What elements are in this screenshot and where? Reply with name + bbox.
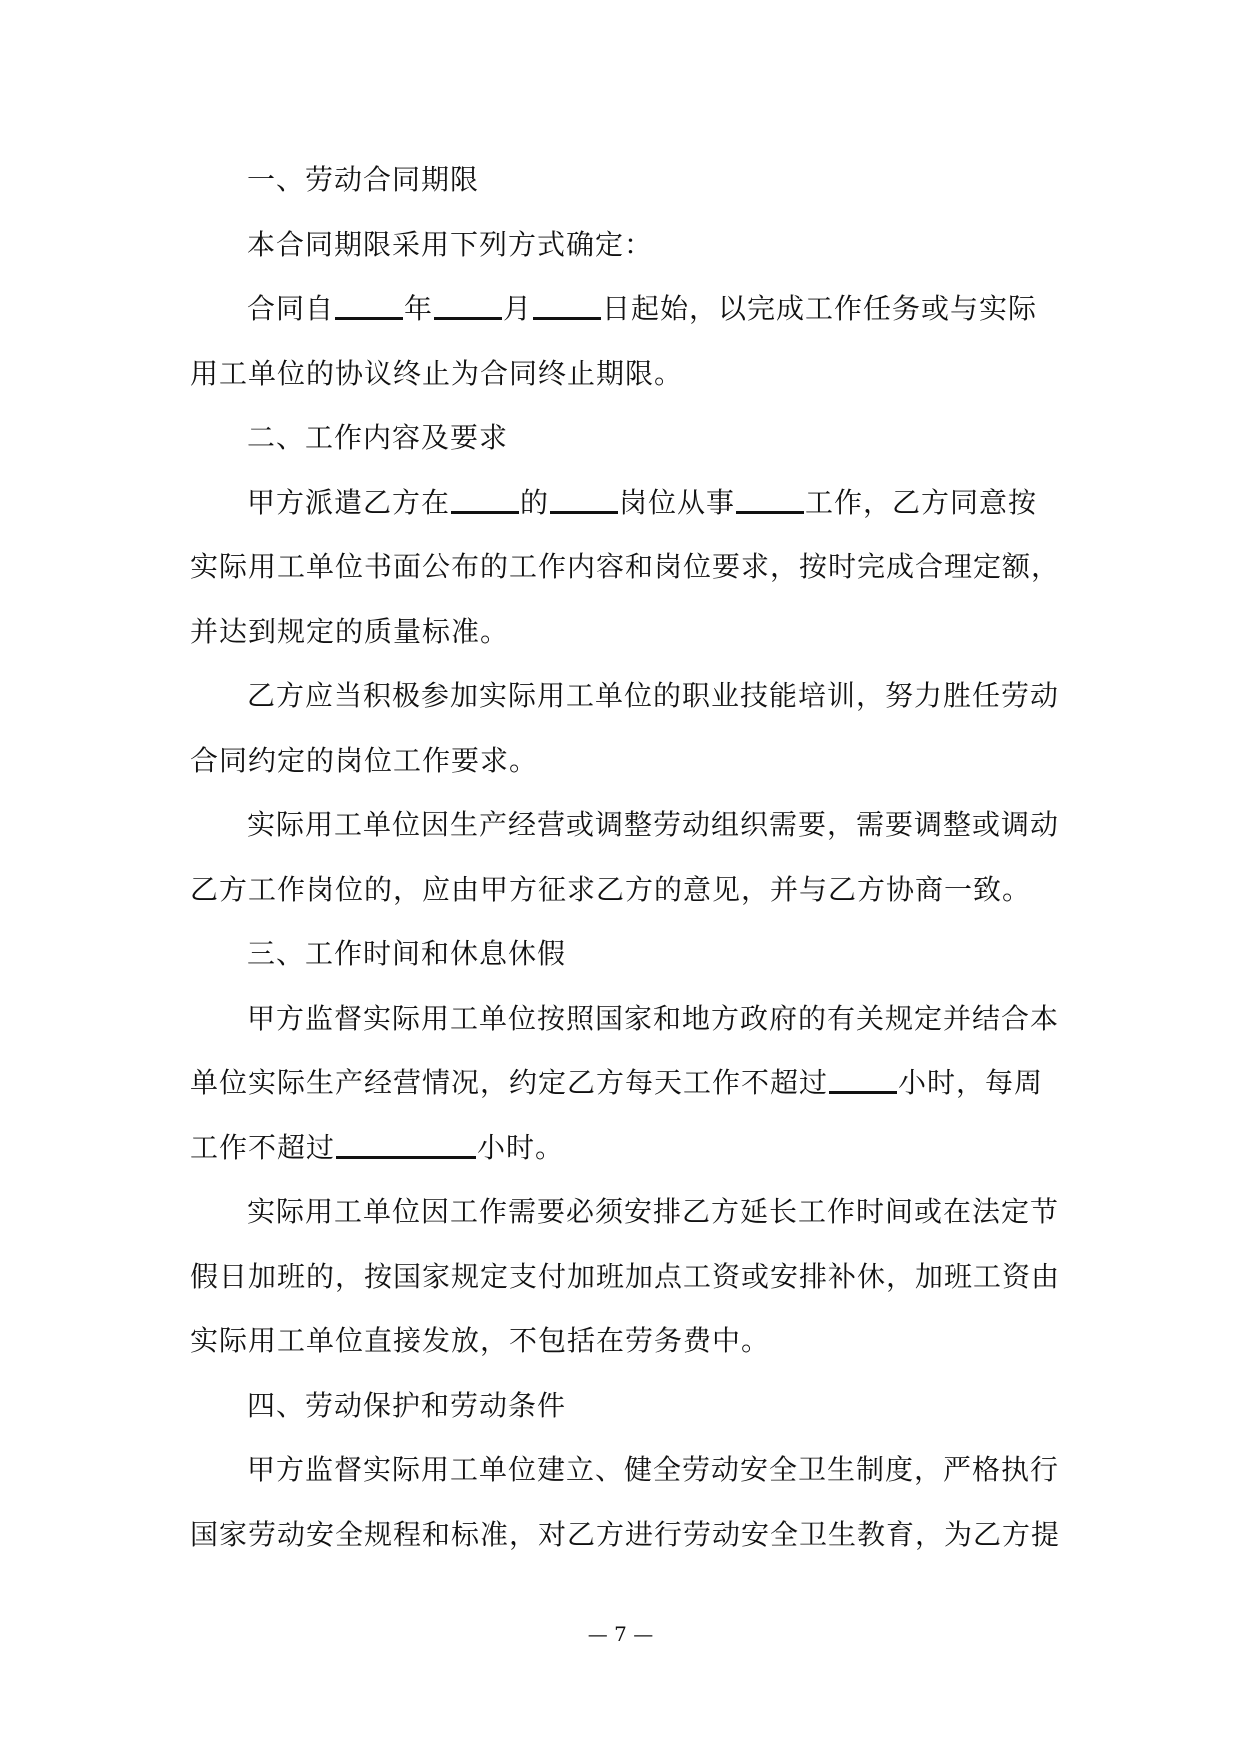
- heading-text: 一、劳动合同期限: [247, 163, 480, 196]
- text-fragment: 日起始，以完成工作任务或与实际: [602, 292, 1038, 325]
- text-fragment: 单位实际生产经营情况，约定乙方每天工作不超过: [190, 1066, 829, 1099]
- section-heading-work-content: [190, 406, 1060, 471]
- fill-in-blank-daily-hours[interactable]: [829, 1063, 897, 1094]
- paragraph: [190, 277, 1060, 406]
- text-line: 合同约定的岗位工作要求。: [190, 743, 539, 777]
- section-heading-term: [190, 148, 1060, 213]
- text-line: [190, 1051, 1060, 1116]
- text-fragment: 月: [503, 292, 533, 325]
- text-line: 实际用工单位书面公布的工作内容和岗位要求，按时完成合理定额，: [190, 550, 1061, 583]
- contract-body: [190, 148, 1060, 1567]
- text-line: 乙方应当积极参加实际用工单位的职业技能培训，努力胜任劳动: [247, 679, 1060, 712]
- text-line: 实际用工单位因工作需要必须安排乙方延长工作时间或在法定节: [247, 1195, 1060, 1228]
- text-fragment: 年: [404, 292, 434, 325]
- fill-in-blank-weekly-hours[interactable]: [336, 1128, 476, 1159]
- text-line: 乙方工作岗位的，应由甲方征求乙方的意见，并与乙方协商一致。: [190, 872, 1032, 906]
- heading-text: 四、劳动保护和劳动条件: [247, 1388, 567, 1422]
- paragraph: [190, 793, 1060, 922]
- page-number: — 7 —: [587, 1622, 654, 1646]
- text-fragment: 工作不超过: [190, 1130, 336, 1164]
- paragraph: [190, 213, 1060, 278]
- text-line: 并达到规定的质量标准。: [190, 614, 510, 648]
- paragraph: [190, 1438, 1060, 1567]
- text-line: 假日加班的，按国家规定支付加班加点工资或安排补休，加班工资由: [190, 1259, 1061, 1293]
- text-fragment: 甲方派遣乙方在: [247, 485, 451, 519]
- text-line: 用工单位的协议终止为合同终止期限。: [190, 356, 684, 390]
- text-line: 国家劳动安全规程和标准，对乙方进行劳动安全卫生教育，为乙方提: [190, 1517, 1061, 1551]
- text-line: 实际用工单位直接发放，不包括在劳务费中。: [190, 1324, 771, 1357]
- fill-in-blank-year[interactable]: [335, 289, 403, 320]
- text-fragment: 工作，乙方同意按: [805, 485, 1038, 519]
- text-line: [190, 1116, 1060, 1181]
- fill-in-blank-day[interactable]: [533, 289, 601, 320]
- text-fragment: 小时。: [477, 1130, 565, 1164]
- fill-in-blank-month[interactable]: [434, 289, 502, 320]
- text-line: [190, 277, 1060, 342]
- text-fragment: 合同自: [247, 292, 335, 325]
- text-line: 甲方监督实际用工单位建立、健全劳动安全卫生制度，严格执行: [247, 1453, 1060, 1486]
- fill-in-blank-position[interactable]: [550, 483, 618, 514]
- text-line: 本合同期限采用下列方式确定：: [247, 227, 654, 261]
- text-fragment: 的: [520, 485, 550, 519]
- section-heading-working-hours: [190, 922, 1060, 987]
- text-fragment: 小时，每周: [898, 1066, 1044, 1099]
- text-fragment: 岗位从事: [619, 485, 736, 519]
- fill-in-blank-work[interactable]: [736, 483, 804, 514]
- text-line: 实际用工单位因生产经营或调整劳动组织需要，需要调整或调动: [247, 808, 1060, 841]
- text-line: [190, 471, 1060, 536]
- fill-in-blank-unit[interactable]: [451, 483, 519, 514]
- paragraph: [190, 987, 1060, 1181]
- paragraph: [190, 664, 1060, 793]
- paragraph: [190, 471, 1060, 665]
- heading-text: 三、工作时间和休息休假: [247, 937, 567, 970]
- text-line: 甲方监督实际用工单位按照国家和地方政府的有关规定并结合本: [247, 1001, 1060, 1035]
- heading-text: 二、工作内容及要求: [247, 421, 509, 454]
- section-heading-labor-protection: [190, 1374, 1060, 1439]
- paragraph: [190, 1180, 1060, 1374]
